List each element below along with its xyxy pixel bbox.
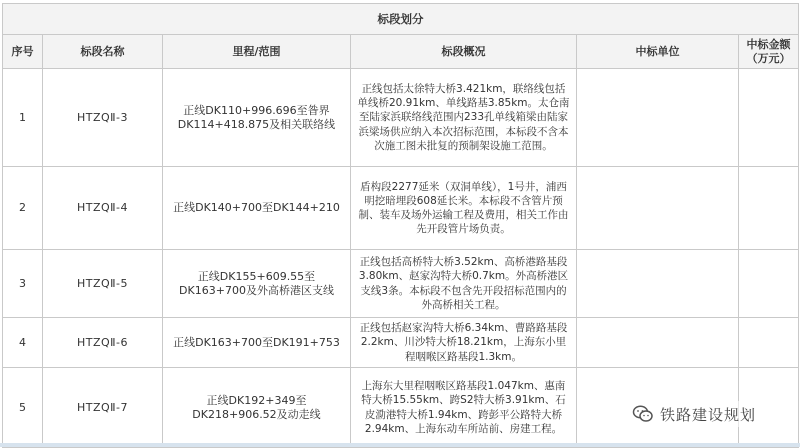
header-range: 里程/范围 xyxy=(163,35,351,69)
header-amount: 中标金额（万元） xyxy=(739,35,799,69)
row-bidder xyxy=(577,167,739,250)
row-summary: 上海东大里程咽喉区路基段1.047km、惠南特大桥15.55km、跨S2特大桥3.91km、石皮泐港特大桥1.94km、跨彭平公路特大桥2.94km、上海东动车所站前、房建工程。 xyxy=(351,368,577,448)
row-range: 正线DK192+349至DK218+906.52及动走线 xyxy=(163,368,351,448)
row-bidder xyxy=(577,69,739,167)
row-section-name: HTZQⅡ-6 xyxy=(43,318,163,368)
row-amount xyxy=(739,250,799,318)
row-range: 正线DK110+996.696至昝界DK114+418.875及相关联络线 xyxy=(163,69,351,167)
row-no: 1 xyxy=(3,69,43,167)
row-no: 3 xyxy=(3,250,43,318)
row-range: 正线DK140+700至DK144+210 xyxy=(163,167,351,250)
watermark xyxy=(628,401,760,427)
header-bidder: 中标单位 xyxy=(577,35,739,69)
row-summary: 正线包括赵家沟特大桥6.34km、曹路路基段2.2km、川沙特大桥18.21km，上海东小里程咽喉区路基段1.3km。 xyxy=(351,318,577,368)
row-section-name: HTZQⅡ-3 xyxy=(43,69,163,167)
row-bidder xyxy=(577,318,739,368)
row-amount xyxy=(739,318,799,368)
row-summary: 正线包括高桥特大桥3.52km、高桥港路基段3.80km、赵家沟特大桥0.7km。外高桥港区支线3条。本标段不包含先开段招标范围内的外高桥相关工程。 xyxy=(351,250,577,318)
bid-section-table xyxy=(2,3,799,448)
row-section-name: HTZQⅡ-5 xyxy=(43,250,163,318)
row-bidder xyxy=(577,250,739,318)
row-summary: 正线包括太徐特大桥3.421km，联络线包括单线桥20.91km、单线路基3.85km。太仓南至陆家浜联络线范围内233孔单线箱梁由陆家浜梁场供应纳入本次招标范围，本标段不含本次施工图未批复的预制架设施工范围。 xyxy=(351,69,577,167)
table-title: 标段划分 xyxy=(3,4,799,35)
row-no: 4 xyxy=(3,318,43,368)
row-amount xyxy=(739,167,799,250)
row-no: 2 xyxy=(3,167,43,250)
header-name: 标段名称 xyxy=(43,35,163,69)
wechat-icon xyxy=(632,403,654,425)
header-summary: 标段概况 xyxy=(351,35,577,69)
header-no: 序号 xyxy=(3,35,43,69)
row-amount xyxy=(739,69,799,167)
row-range: 正线DK163+700至DK191+753 xyxy=(163,318,351,368)
row-range: 正线DK155+609.55至DK163+700及外高桥港区支线 xyxy=(163,250,351,318)
row-no: 5 xyxy=(3,368,43,448)
table-row xyxy=(3,250,799,318)
table-row xyxy=(3,69,799,167)
row-section-name: HTZQⅡ-7 xyxy=(43,368,163,448)
row-summary: 盾构段2277延米（双洞单线），1号井，浦西明挖暗埋段608延长米。本标段不含管片预制、装车及场外运输工程及费用，相关工作由先开段管片场负责。 xyxy=(351,167,577,250)
table-row xyxy=(3,318,799,368)
bottom-band xyxy=(0,443,800,447)
watermark-text: 铁路建设规划 xyxy=(659,405,756,424)
table-row xyxy=(3,167,799,250)
row-section-name: HTZQⅡ-4 xyxy=(43,167,163,250)
